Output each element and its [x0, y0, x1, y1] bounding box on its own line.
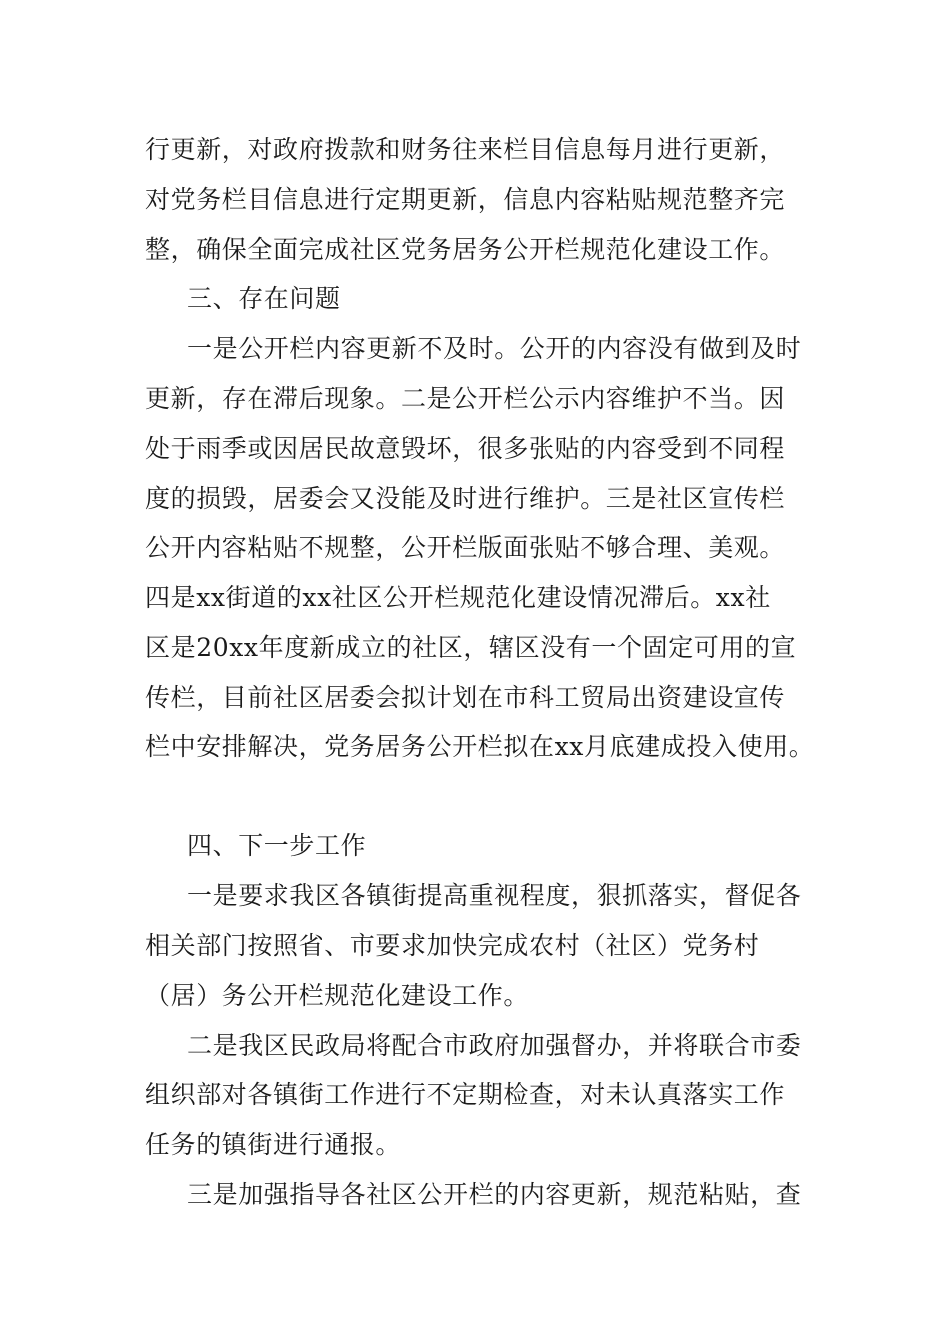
- text-line: 四是xx街道的xx社区公开栏规范化建设情况滞后。xx社: [145, 583, 771, 612]
- text-line: 更新，存在滞后现象。二是公开栏公示内容维护不当。因: [145, 384, 786, 413]
- text-line: 二是我区民政局将配合市政府加强督办，并将联合市委: [187, 1031, 802, 1060]
- text-line: 任务的镇街进行通报。: [145, 1130, 402, 1159]
- text-line: 公开内容粘贴不规整，公开栏版面张贴不够合理、美观。: [145, 533, 786, 562]
- text-line: 一是公开栏内容更新不及时。公开的内容没有做到及时: [187, 334, 802, 363]
- text-line: 行更新，对政府拨款和财务往来栏目信息每月进行更新，: [145, 135, 786, 164]
- text-line: 区是20xx年度新成立的社区，辖区没有一个固定可用的宣: [145, 633, 797, 662]
- text-line: 整，确保全面完成社区党务居务公开栏规范化建设工作。: [145, 235, 786, 264]
- text-line: 传栏，目前社区居委会拟计划在市科工贸局出资建设宣传: [145, 683, 786, 712]
- text-line: 相关部门按照省、市要求加快完成农村（社区）党务村: [145, 931, 760, 960]
- text-line: 栏中安排解决，党务居务公开栏拟在xx月底建成投入使用。: [145, 732, 815, 761]
- text-line: （居）务公开栏规范化建设工作。: [145, 981, 530, 1010]
- section-heading-problems: 三、存在问题: [187, 284, 341, 313]
- text-line: 度的损毁，居委会又没能及时进行维护。三是社区宣传栏: [145, 484, 786, 513]
- section-heading-next-steps: 四、下一步工作: [187, 831, 367, 860]
- text-line: 对党务栏目信息进行定期更新，信息内容粘贴规范整齐完: [145, 185, 786, 214]
- text-line: 组织部对各镇街工作进行不定期检查，对未认真落实工作: [145, 1080, 786, 1109]
- text-line: 三是加强指导各社区公开栏的内容更新，规范粘贴，查: [187, 1180, 802, 1209]
- text-line: 处于雨季或因居民故意毁坏，很多张贴的内容受到不同程: [145, 434, 786, 463]
- text-line: 一是要求我区各镇街提高重视程度，狠抓落实，督促各: [187, 881, 802, 910]
